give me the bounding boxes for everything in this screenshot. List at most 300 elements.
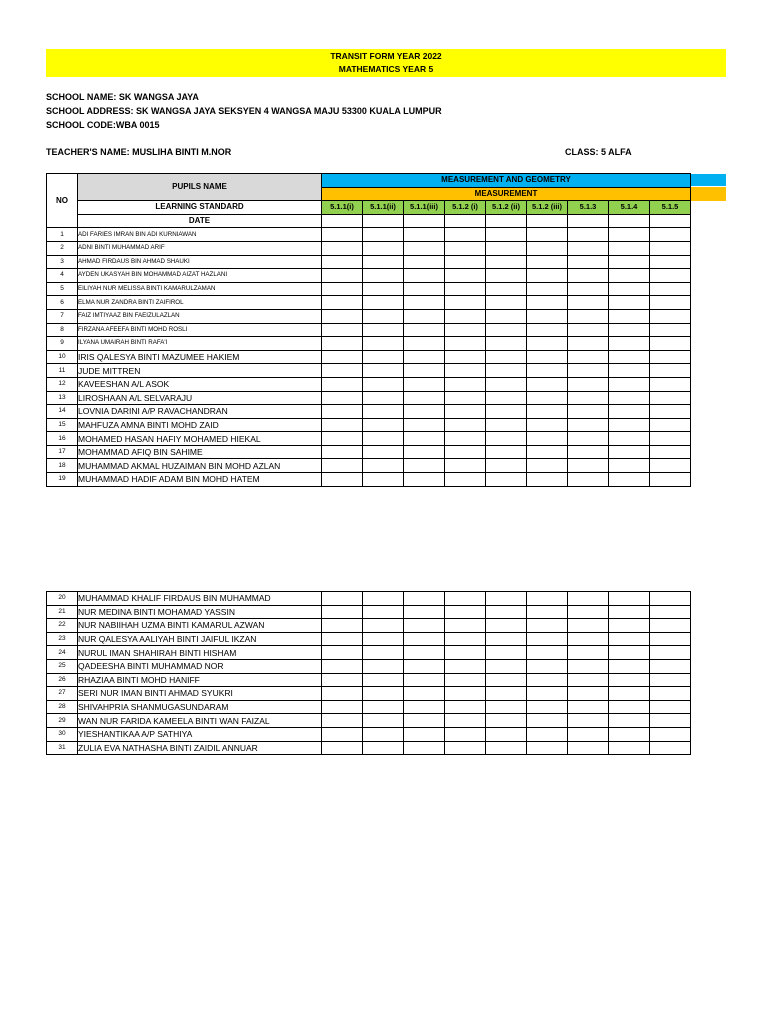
date-cell[interactable]: [363, 214, 404, 228]
assessment-cell[interactable]: [486, 364, 527, 378]
assessment-cell[interactable]: [322, 269, 363, 283]
assessment-cell[interactable]: [404, 269, 445, 283]
assessment-cell[interactable]: [322, 673, 363, 687]
assessment-cell[interactable]: [609, 445, 650, 459]
assessment-cell[interactable]: [650, 659, 691, 673]
assessment-cell[interactable]: [609, 405, 650, 419]
assessment-cell[interactable]: [363, 714, 404, 728]
assessment-cell[interactable]: [445, 255, 486, 269]
assessment-cell[interactable]: [322, 296, 363, 310]
assessment-cell[interactable]: [609, 364, 650, 378]
assessment-cell[interactable]: [568, 741, 609, 755]
assessment-cell[interactable]: [404, 700, 445, 714]
assessment-cell[interactable]: [363, 700, 404, 714]
assessment-cell[interactable]: [486, 687, 527, 701]
assessment-cell[interactable]: [650, 337, 691, 351]
assessment-cell[interactable]: [486, 605, 527, 619]
assessment-cell[interactable]: [527, 228, 568, 242]
assessment-cell[interactable]: [404, 282, 445, 296]
assessment-cell[interactable]: [404, 323, 445, 337]
assessment-cell[interactable]: [363, 741, 404, 755]
assessment-cell[interactable]: [609, 255, 650, 269]
assessment-cell[interactable]: [322, 659, 363, 673]
assessment-cell[interactable]: [445, 646, 486, 660]
assessment-cell[interactable]: [609, 296, 650, 310]
assessment-cell[interactable]: [404, 391, 445, 405]
assessment-cell[interactable]: [527, 592, 568, 606]
assessment-cell[interactable]: [527, 659, 568, 673]
assessment-cell[interactable]: [363, 377, 404, 391]
assessment-cell[interactable]: [445, 337, 486, 351]
assessment-cell[interactable]: [527, 241, 568, 255]
assessment-cell[interactable]: [404, 673, 445, 687]
assessment-cell[interactable]: [363, 592, 404, 606]
assessment-cell[interactable]: [609, 241, 650, 255]
assessment-cell[interactable]: [527, 282, 568, 296]
assessment-cell[interactable]: [486, 445, 527, 459]
assessment-cell[interactable]: [568, 605, 609, 619]
assessment-cell[interactable]: [363, 418, 404, 432]
assessment-cell[interactable]: [404, 296, 445, 310]
assessment-cell[interactable]: [527, 255, 568, 269]
assessment-cell[interactable]: [486, 741, 527, 755]
assessment-cell[interactable]: [322, 432, 363, 446]
assessment-cell[interactable]: [568, 296, 609, 310]
assessment-cell[interactable]: [363, 605, 404, 619]
assessment-cell[interactable]: [650, 350, 691, 364]
assessment-cell[interactable]: [445, 269, 486, 283]
assessment-cell[interactable]: [322, 350, 363, 364]
assessment-cell[interactable]: [445, 700, 486, 714]
assessment-cell[interactable]: [363, 241, 404, 255]
assessment-cell[interactable]: [404, 605, 445, 619]
assessment-cell[interactable]: [527, 673, 568, 687]
assessment-cell[interactable]: [650, 741, 691, 755]
pupil-name: LIROSHAAN A/L SELVARAJU: [78, 391, 322, 405]
assessment-cell[interactable]: [650, 418, 691, 432]
assessment-cell[interactable]: [445, 282, 486, 296]
assessment-cell[interactable]: [650, 473, 691, 487]
assessment-cell[interactable]: [609, 350, 650, 364]
assessment-cell[interactable]: [404, 337, 445, 351]
assessment-cell[interactable]: [363, 255, 404, 269]
assessment-cell[interactable]: [404, 255, 445, 269]
assessment-cell[interactable]: [486, 673, 527, 687]
assessment-cell[interactable]: [527, 309, 568, 323]
assessment-cell[interactable]: [568, 619, 609, 633]
assessment-cell[interactable]: [650, 632, 691, 646]
assessment-cell[interactable]: [527, 727, 568, 741]
assessment-cell[interactable]: [404, 459, 445, 473]
assessment-cell[interactable]: [609, 432, 650, 446]
assessment-cell[interactable]: [527, 432, 568, 446]
assessment-cell[interactable]: [527, 405, 568, 419]
assessment-cell[interactable]: [322, 619, 363, 633]
assessment-cell[interactable]: [609, 659, 650, 673]
pupil-number: 12: [47, 377, 78, 391]
assessment-cell[interactable]: [445, 350, 486, 364]
assessment-cell[interactable]: [650, 269, 691, 283]
assessment-cell[interactable]: [609, 459, 650, 473]
assessment-cell[interactable]: [486, 309, 527, 323]
assessment-cell[interactable]: [609, 592, 650, 606]
assessment-cell[interactable]: [322, 741, 363, 755]
assessment-cell[interactable]: [568, 241, 609, 255]
assessment-cell[interactable]: [527, 473, 568, 487]
assessment-cell[interactable]: [322, 473, 363, 487]
assessment-cell[interactable]: [650, 605, 691, 619]
assessment-cell[interactable]: [650, 687, 691, 701]
assessment-cell[interactable]: [445, 673, 486, 687]
assessment-cell[interactable]: [486, 323, 527, 337]
assessment-cell[interactable]: [363, 269, 404, 283]
assessment-cell[interactable]: [322, 727, 363, 741]
assessment-cell[interactable]: [363, 619, 404, 633]
assessment-cell[interactable]: [486, 405, 527, 419]
date-cell[interactable]: [404, 214, 445, 228]
assessment-cell[interactable]: [568, 700, 609, 714]
assessment-cell[interactable]: [322, 632, 363, 646]
assessment-cell[interactable]: [486, 255, 527, 269]
assessment-cell[interactable]: [404, 592, 445, 606]
assessment-cell[interactable]: [486, 592, 527, 606]
assessment-cell[interactable]: [363, 673, 404, 687]
assessment-cell[interactable]: [445, 632, 486, 646]
assessment-cell[interactable]: [363, 282, 404, 296]
assessment-cell[interactable]: [445, 445, 486, 459]
assessment-cell[interactable]: [650, 700, 691, 714]
assessment-cell[interactable]: [445, 727, 486, 741]
pupil-number: 17: [47, 445, 78, 459]
assessment-cell[interactable]: [527, 459, 568, 473]
assessment-cell[interactable]: [568, 473, 609, 487]
assessment-cell[interactable]: [404, 714, 445, 728]
assessment-cell[interactable]: [404, 364, 445, 378]
assessment-cell[interactable]: [445, 687, 486, 701]
assessment-cell[interactable]: [363, 309, 404, 323]
pupil-row: [47, 323, 691, 337]
assessment-cell[interactable]: [363, 228, 404, 242]
assessment-cell[interactable]: [445, 714, 486, 728]
date-cell[interactable]: [568, 214, 609, 228]
pupil-row: [47, 350, 691, 364]
pupil-name: IRIS QALESYA BINTI MAZUMEE HAKIEM: [78, 350, 322, 364]
assessment-cell[interactable]: [486, 296, 527, 310]
assessment-cell[interactable]: [322, 405, 363, 419]
assessment-cell[interactable]: [445, 296, 486, 310]
assessment-cell[interactable]: [650, 432, 691, 446]
assessment-cell[interactable]: [486, 646, 527, 660]
assessment-cell[interactable]: [568, 432, 609, 446]
assessment-cell[interactable]: [609, 377, 650, 391]
assessment-cell[interactable]: [609, 418, 650, 432]
assessment-cell[interactable]: [609, 605, 650, 619]
assessment-cell[interactable]: [527, 445, 568, 459]
assessment-cell[interactable]: [568, 255, 609, 269]
assessment-cell[interactable]: [650, 727, 691, 741]
assessment-cell[interactable]: [650, 255, 691, 269]
assessment-cell[interactable]: [445, 228, 486, 242]
assessment-cell[interactable]: [445, 377, 486, 391]
assessment-cell[interactable]: [445, 364, 486, 378]
assessment-cell[interactable]: [445, 459, 486, 473]
assessment-cell[interactable]: [322, 700, 363, 714]
assessment-cell[interactable]: [404, 432, 445, 446]
assessment-cell[interactable]: [650, 646, 691, 660]
assessment-cell[interactable]: [363, 659, 404, 673]
assessment-cell[interactable]: [322, 377, 363, 391]
assessment-cell[interactable]: [404, 646, 445, 660]
assessment-cell[interactable]: [609, 309, 650, 323]
assessment-cell[interactable]: [568, 418, 609, 432]
assessment-cell[interactable]: [527, 741, 568, 755]
date-cell[interactable]: [322, 214, 363, 228]
assessment-cell[interactable]: [322, 605, 363, 619]
assessment-cell[interactable]: [363, 337, 404, 351]
assessment-cell[interactable]: [650, 377, 691, 391]
assessment-cell[interactable]: [445, 605, 486, 619]
assessment-cell[interactable]: [445, 473, 486, 487]
pupil-name: ZULIA EVA NATHASHA BINTI ZAIDIL ANNUAR: [78, 741, 322, 755]
assessment-cell[interactable]: [568, 714, 609, 728]
date-cell[interactable]: [527, 214, 568, 228]
assessment-cell[interactable]: [322, 337, 363, 351]
assessment-cell[interactable]: [486, 350, 527, 364]
assessment-cell[interactable]: [568, 337, 609, 351]
assessment-cell[interactable]: [363, 687, 404, 701]
assessment-cell[interactable]: [650, 228, 691, 242]
assessment-cell[interactable]: [568, 350, 609, 364]
assessment-cell[interactable]: [650, 309, 691, 323]
assessment-cell[interactable]: [486, 632, 527, 646]
assessment-cell[interactable]: [568, 673, 609, 687]
assessment-cell[interactable]: [650, 282, 691, 296]
assessment-cell[interactable]: [568, 459, 609, 473]
assessment-cell[interactable]: [322, 646, 363, 660]
assessment-cell[interactable]: [650, 619, 691, 633]
assessment-cell[interactable]: [486, 418, 527, 432]
assessment-cell[interactable]: [404, 241, 445, 255]
assessment-cell[interactable]: [609, 727, 650, 741]
assessment-cell[interactable]: [527, 350, 568, 364]
assessment-cell[interactable]: [650, 592, 691, 606]
pupil-row: [47, 632, 691, 646]
assessment-cell[interactable]: [486, 228, 527, 242]
assessment-cell[interactable]: [486, 282, 527, 296]
assessment-cell[interactable]: [568, 269, 609, 283]
assessment-cell[interactable]: [445, 619, 486, 633]
assessment-cell[interactable]: [609, 228, 650, 242]
assessment-cell[interactable]: [650, 241, 691, 255]
assessment-cell[interactable]: [568, 228, 609, 242]
assessment-cell[interactable]: [486, 337, 527, 351]
assessment-cell[interactable]: [404, 687, 445, 701]
assessment-cell[interactable]: [486, 659, 527, 673]
assessment-cell[interactable]: [609, 632, 650, 646]
assessment-cell[interactable]: [486, 241, 527, 255]
assessment-cell[interactable]: [527, 296, 568, 310]
assessment-cell[interactable]: [527, 632, 568, 646]
assessment-cell[interactable]: [445, 309, 486, 323]
assessment-cell[interactable]: [527, 700, 568, 714]
assessment-cell[interactable]: [527, 323, 568, 337]
assessment-cell[interactable]: [322, 445, 363, 459]
assessment-cell[interactable]: [404, 445, 445, 459]
assessment-cell[interactable]: [322, 282, 363, 296]
assessment-cell[interactable]: [609, 741, 650, 755]
assessment-cell[interactable]: [322, 323, 363, 337]
assessment-cell[interactable]: [609, 714, 650, 728]
assessment-cell[interactable]: [527, 391, 568, 405]
assessment-cell[interactable]: [486, 377, 527, 391]
assessment-cell[interactable]: [568, 687, 609, 701]
assessment-cell[interactable]: [322, 714, 363, 728]
date-cell[interactable]: [486, 214, 527, 228]
assessment-cell[interactable]: [568, 646, 609, 660]
assessment-cell[interactable]: [404, 473, 445, 487]
assessment-cell[interactable]: [445, 432, 486, 446]
assessment-cell[interactable]: [404, 741, 445, 755]
pupil-row: [47, 727, 691, 741]
assessment-cell[interactable]: [322, 364, 363, 378]
assessment-cell[interactable]: [322, 687, 363, 701]
assessment-cell[interactable]: [527, 619, 568, 633]
assessment-cell[interactable]: [609, 282, 650, 296]
assessment-cell[interactable]: [404, 405, 445, 419]
assessment-cell[interactable]: [568, 377, 609, 391]
assessment-cell[interactable]: [527, 364, 568, 378]
date-cell[interactable]: [609, 214, 650, 228]
assessment-cell[interactable]: [363, 364, 404, 378]
assessment-cell[interactable]: [363, 459, 404, 473]
assessment-cell[interactable]: [568, 405, 609, 419]
pupil-row: [47, 619, 691, 633]
date-cell[interactable]: [650, 214, 691, 228]
assessment-cell[interactable]: [650, 391, 691, 405]
assessment-cell[interactable]: [650, 714, 691, 728]
assessment-cell[interactable]: [609, 269, 650, 283]
assessment-cell[interactable]: [568, 364, 609, 378]
assessment-cell[interactable]: [486, 619, 527, 633]
assessment-cell[interactable]: [527, 269, 568, 283]
assessment-cell[interactable]: [404, 350, 445, 364]
assessment-cell[interactable]: [527, 687, 568, 701]
assessment-cell[interactable]: [568, 323, 609, 337]
assessment-cell[interactable]: [445, 741, 486, 755]
date-cell[interactable]: [445, 214, 486, 228]
assessment-cell[interactable]: [568, 445, 609, 459]
assessment-cell[interactable]: [568, 391, 609, 405]
assessment-cell[interactable]: [486, 714, 527, 728]
assessment-cell[interactable]: [363, 391, 404, 405]
pupil-number: 1: [47, 228, 78, 242]
assessment-cell[interactable]: [363, 323, 404, 337]
assessment-cell[interactable]: [322, 391, 363, 405]
assessment-cell[interactable]: [568, 592, 609, 606]
assessment-cell[interactable]: [527, 418, 568, 432]
assessment-cell[interactable]: [363, 727, 404, 741]
assessment-cell[interactable]: [609, 473, 650, 487]
assessment-cell[interactable]: [404, 418, 445, 432]
assessment-cell[interactable]: [486, 473, 527, 487]
assessment-cell[interactable]: [527, 714, 568, 728]
assessment-cell[interactable]: [486, 269, 527, 283]
assessment-cell[interactable]: [445, 323, 486, 337]
assessment-cell[interactable]: [650, 323, 691, 337]
assessment-cell[interactable]: [404, 659, 445, 673]
pupil-name: NUR NABIIHAH UZMA BINTI KAMARUL AZWAN: [78, 619, 322, 633]
assessment-cell[interactable]: [322, 228, 363, 242]
assessment-cell[interactable]: [650, 445, 691, 459]
assessment-cell[interactable]: [568, 632, 609, 646]
assessment-cell[interactable]: [445, 592, 486, 606]
assessment-cell[interactable]: [650, 673, 691, 687]
assessment-cell[interactable]: [650, 459, 691, 473]
assessment-cell[interactable]: [404, 377, 445, 391]
assessment-cell[interactable]: [322, 418, 363, 432]
assessment-cell[interactable]: [650, 364, 691, 378]
assessment-cell[interactable]: [363, 405, 404, 419]
assessment-cell[interactable]: [404, 309, 445, 323]
assessment-cell[interactable]: [404, 727, 445, 741]
assessment-cell[interactable]: [527, 337, 568, 351]
assessment-cell[interactable]: [322, 255, 363, 269]
assessment-cell[interactable]: [404, 228, 445, 242]
assessment-cell[interactable]: [650, 296, 691, 310]
assessment-cell[interactable]: [609, 673, 650, 687]
assessment-cell[interactable]: [527, 646, 568, 660]
assessment-cell[interactable]: [609, 337, 650, 351]
assessment-cell[interactable]: [609, 391, 650, 405]
assessment-cell[interactable]: [527, 605, 568, 619]
assessment-cell[interactable]: [322, 241, 363, 255]
assessment-cell[interactable]: [609, 323, 650, 337]
assessment-cell[interactable]: [568, 659, 609, 673]
assessment-cell[interactable]: [363, 632, 404, 646]
assessment-cell[interactable]: [363, 646, 404, 660]
assessment-cell[interactable]: [445, 418, 486, 432]
assessment-cell[interactable]: [486, 459, 527, 473]
assessment-cell[interactable]: [363, 473, 404, 487]
assessment-cell[interactable]: [445, 391, 486, 405]
assessment-cell[interactable]: [363, 350, 404, 364]
assessment-cell[interactable]: [568, 309, 609, 323]
assessment-cell[interactable]: [322, 592, 363, 606]
assessment-cell[interactable]: [527, 377, 568, 391]
assessment-cell[interactable]: [650, 405, 691, 419]
assessment-cell[interactable]: [322, 459, 363, 473]
assessment-cell[interactable]: [609, 700, 650, 714]
assessment-cell[interactable]: [486, 391, 527, 405]
assessment-cell[interactable]: [568, 282, 609, 296]
assessment-cell[interactable]: [486, 700, 527, 714]
assessment-cell[interactable]: [404, 632, 445, 646]
assessment-cell[interactable]: [609, 687, 650, 701]
assessment-cell[interactable]: [445, 405, 486, 419]
assessment-cell[interactable]: [486, 432, 527, 446]
assessment-cell[interactable]: [363, 445, 404, 459]
assessment-cell[interactable]: [363, 296, 404, 310]
assessment-cell[interactable]: [404, 619, 445, 633]
assessment-cell[interactable]: [445, 659, 486, 673]
assessment-cell[interactable]: [363, 432, 404, 446]
assessment-cell[interactable]: [322, 309, 363, 323]
assessment-cell[interactable]: [445, 241, 486, 255]
assessment-cell[interactable]: [486, 727, 527, 741]
assessment-cell[interactable]: [568, 727, 609, 741]
assessment-cell[interactable]: [609, 646, 650, 660]
assessment-cell[interactable]: [609, 619, 650, 633]
